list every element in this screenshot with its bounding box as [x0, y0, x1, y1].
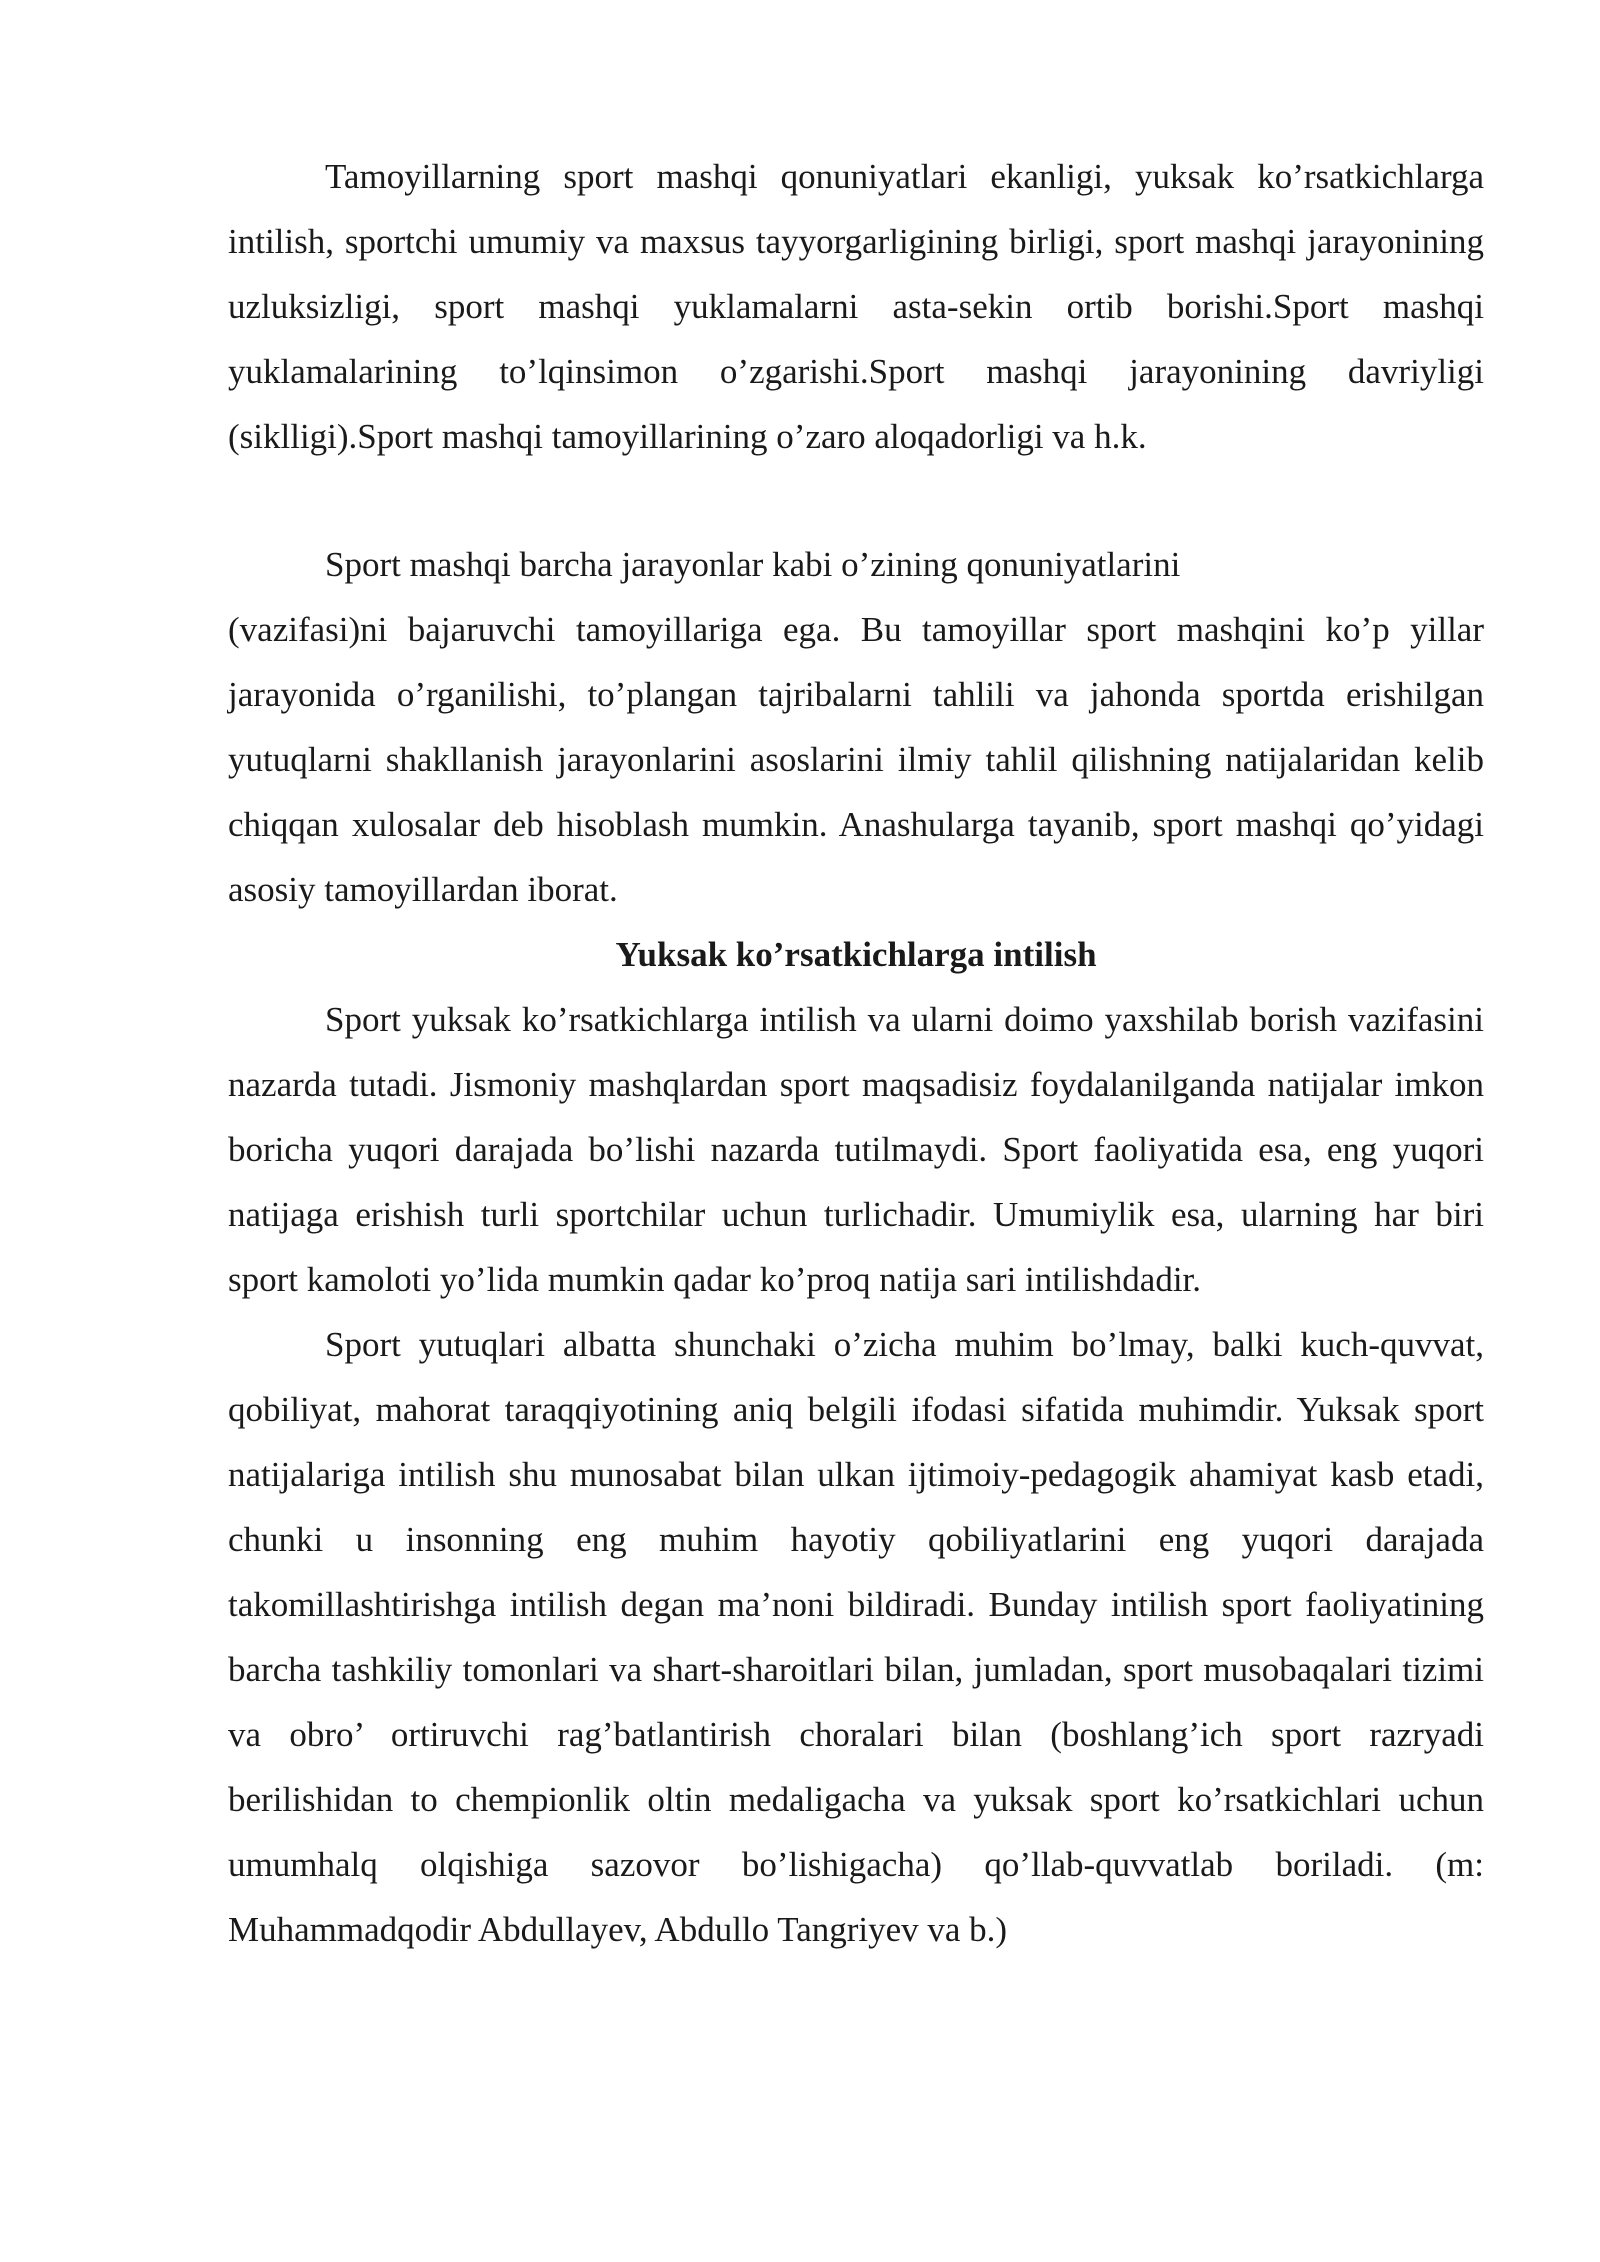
paragraph-principles-list: Tamoyillarning sport mashqi qonuniyatlari ekanligi, yuksak ko’rsatkichlarga intilish, sportchi umumiy va maxsus tayyorgarligining birligi, sport mashqi jarayonining uzluksizligi, sport mashqi yuklamalarni asta-sekin ortib borishi.Sport mashqi yuklamalarining to’lqinsimon o’zgarishi.Sport mashqi jarayonining davriyligi (siklligi).Sport mashqi tamoyillarining o’zaro aloqadorligi va h.k.	[228, 157, 1484, 456]
section-heading: Yuksak ko’rsatkichlarga intilish	[615, 935, 1097, 974]
text-block-main	[228, 532, 1484, 1962]
paragraph-intro-first-line: Sport mashqi barcha jarayonlar kabi o’zining qonuniyatlarini	[325, 545, 1181, 584]
text-block-top	[228, 144, 1484, 469]
paragraph-striving-results: Sport yuksak ko’rsatkichlarga intilish va ularni doimo yaxshilab borish vazifasini nazarda tutadi. Jismoniy mashqlardan sport maqsadisiz foydalanilganda natijalar imkon boricha yuqori darajada bo’lishi nazarda tutilmaydi. Sport faoliyatida esa, eng yuqori natijaga erishish turli sportchilar uchun turlichadir. Umumiylik esa, ularning har biri sport kamoloti yo’lida mumkin qadar ko’proq natija sari intilishdadir.	[228, 1000, 1484, 1299]
paragraph-sport-achievements: Sport yutuqlari albatta shunchaki o’zicha muhim bo’lmay, balki kuch-quvvat, qobiliyat, mahorat taraqqiyotining aniq belgili ifodasi sifatida muhimdir. Yuksak sport natijalariga intilish shu munosabat bilan ulkan ijtimoiy-pedagogik ahamiyat kasb etadi, chunki u insonning eng muhim hayotiy qobiliyatlarini eng yuqori darajada takomillashtirishga intilish degan ma’noni bildiradi. Bunday intilish sport faoliyatining barcha tashkiliy tomonlari va shart-sharoitlari bilan, jumladan, sport musobaqalari tizimi va obro’ ortiruvchi rag’batlantirish choralari bilan (boshlang’ich sport razryadi berilishidan to chempionlik oltin medaligacha va yuksak sport ko’rsatkichlari uchun umumhalq olqishiga sazovor bo’lishigacha) qo’llab-quvvatlab boriladi. (m: Muhammadqodir Abdullayev, Abdullo Tangriyev va b.)	[228, 1325, 1484, 1949]
paragraph-intro-continuation: (vazifasi)ni bajaruvchi tamoyillariga ega. Bu tamoyillar sport mashqini ko’p yillar jarayonida o’rganilishi, to’plangan tajribalarni tahlili va jahonda sportda erishilgan yutuqlarni shakllanish jarayonlarini asoslarini ilmiy tahlil qilishning natijalaridan kelib chiqqan xulosalar deb hisoblash mumkin. Anashularga tayanib, sport mashqi qo’yidagi asosiy tamoyillardan iborat.	[228, 610, 1484, 909]
